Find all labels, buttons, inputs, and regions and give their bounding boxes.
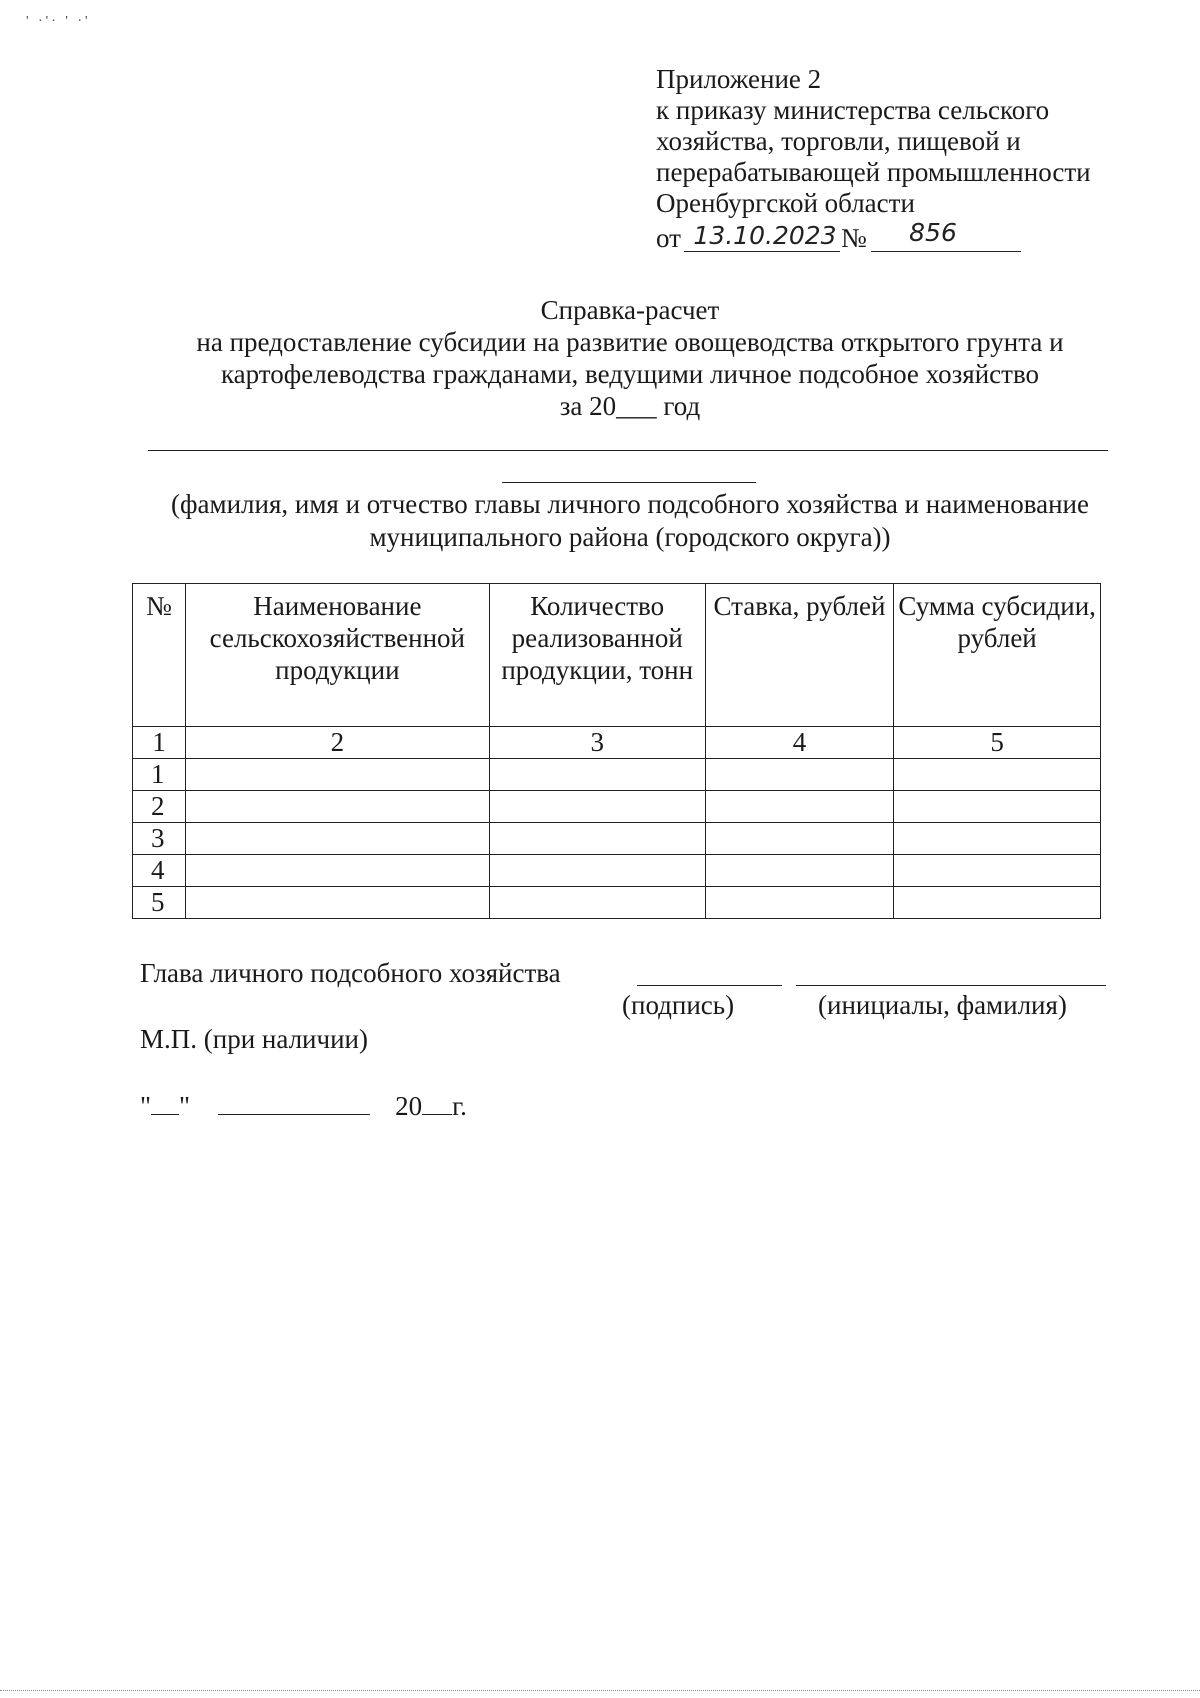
column-number: 4 — [705, 727, 894, 759]
column-number: 2 — [185, 727, 489, 759]
table-row — [133, 823, 1101, 855]
name-initials-fill-line — [796, 985, 1106, 986]
scan-marks: ' ·'· ' ·' — [26, 14, 91, 29]
column-number: 5 — [894, 727, 1101, 759]
month-fill-line — [218, 1088, 370, 1115]
column-number: 3 — [489, 727, 705, 759]
row-number: 1 — [133, 759, 186, 791]
cell-rate[interactable] — [705, 823, 894, 855]
fill-caption — [130, 488, 1130, 554]
row-number: 5 — [133, 887, 186, 919]
order-prefix: от — [656, 223, 681, 253]
appendix-line: Оренбургской области — [656, 188, 915, 218]
cell-rate[interactable] — [705, 759, 894, 791]
initials-caption: (инициалы, фамилия) — [818, 990, 1067, 1020]
cell-quantity[interactable] — [489, 791, 705, 823]
cell-rate[interactable] — [705, 791, 894, 823]
table-row — [133, 791, 1101, 823]
appendix-line: Приложение 2 — [656, 64, 822, 94]
title-line: картофелеводства гражданами, ведущими личное подсобное хозяйство — [220, 359, 1040, 389]
cell-sum[interactable] — [894, 823, 1101, 855]
cell-product[interactable] — [185, 887, 489, 919]
cell-sum[interactable] — [894, 855, 1101, 887]
table-row — [133, 887, 1101, 919]
district-fill-line — [502, 482, 756, 483]
quote-close: " — [179, 1091, 191, 1121]
scan-edge-line — [0, 1690, 1200, 1691]
calculation-table — [132, 583, 1101, 919]
header-rate: Ставка, рублей — [705, 584, 894, 727]
header-subsidy-sum: Сумма субсидии, рублей — [894, 584, 1101, 727]
column-number-row — [133, 727, 1101, 759]
order-reference — [656, 218, 1091, 259]
cell-product[interactable] — [185, 855, 489, 887]
year-fill-line — [422, 1088, 452, 1115]
head-signature-label: Глава личного подсобного хозяйства — [140, 958, 561, 988]
appendix-line: к приказу министерства сельского — [656, 95, 1050, 125]
appendix-block — [656, 64, 1091, 259]
appendix-line: хозяйства, торговли, пищевой и — [656, 126, 1021, 156]
document-title — [130, 294, 1130, 422]
order-number-underline — [871, 251, 1021, 252]
appendix-line: перерабатывающей промышленности — [656, 157, 1091, 187]
header-number: № — [133, 584, 186, 727]
cell-rate[interactable] — [705, 855, 894, 887]
cell-quantity[interactable] — [489, 823, 705, 855]
title-line: Справка-расчет — [540, 295, 720, 325]
cell-quantity[interactable] — [489, 887, 705, 919]
column-number: 1 — [133, 727, 186, 759]
day-fill-line — [151, 1088, 179, 1115]
row-number: 4 — [133, 855, 186, 887]
cell-sum[interactable] — [894, 759, 1101, 791]
cell-product[interactable] — [185, 791, 489, 823]
caption-line: (фамилия, имя и отчество главы личного подсобного хозяйства и наименование — [171, 489, 1089, 519]
cell-product[interactable] — [185, 823, 489, 855]
cell-product[interactable] — [185, 759, 489, 791]
cell-sum[interactable] — [894, 791, 1101, 823]
row-number: 3 — [133, 823, 186, 855]
cell-rate[interactable] — [705, 887, 894, 919]
header-product-name: Наименование сельскохозяйственной продукции — [185, 584, 489, 727]
row-number: 2 — [133, 791, 186, 823]
caption-line: муниципального района (городского округа)) — [369, 522, 891, 552]
cell-sum[interactable] — [894, 887, 1101, 919]
title-line: на предоставление субсидии на развитие овощеводства открытого грунта и — [196, 327, 1064, 357]
order-number-sign: № — [841, 223, 867, 253]
table-header-row — [133, 584, 1101, 727]
year-suffix: г. — [452, 1091, 467, 1121]
signature-caption: (подпись) — [622, 990, 735, 1020]
cell-quantity[interactable] — [489, 855, 705, 887]
year-prefix: 20 — [395, 1091, 423, 1121]
header-quantity: Количество реализованной продукции, тонн — [489, 584, 705, 727]
signature-fill-line — [637, 985, 782, 986]
name-fill-line — [148, 450, 1108, 451]
table-row — [133, 759, 1101, 791]
order-number: 856 — [909, 218, 957, 247]
table-row — [133, 855, 1101, 887]
order-date: 13.10.2023 — [693, 221, 837, 250]
order-date-underline — [684, 251, 840, 252]
quote-open: " — [140, 1091, 152, 1121]
date-field — [140, 1088, 467, 1122]
cell-quantity[interactable] — [489, 759, 705, 791]
stamp-note: М.П. (при наличии) — [140, 1024, 368, 1054]
title-line: за 20___ год — [559, 391, 701, 421]
